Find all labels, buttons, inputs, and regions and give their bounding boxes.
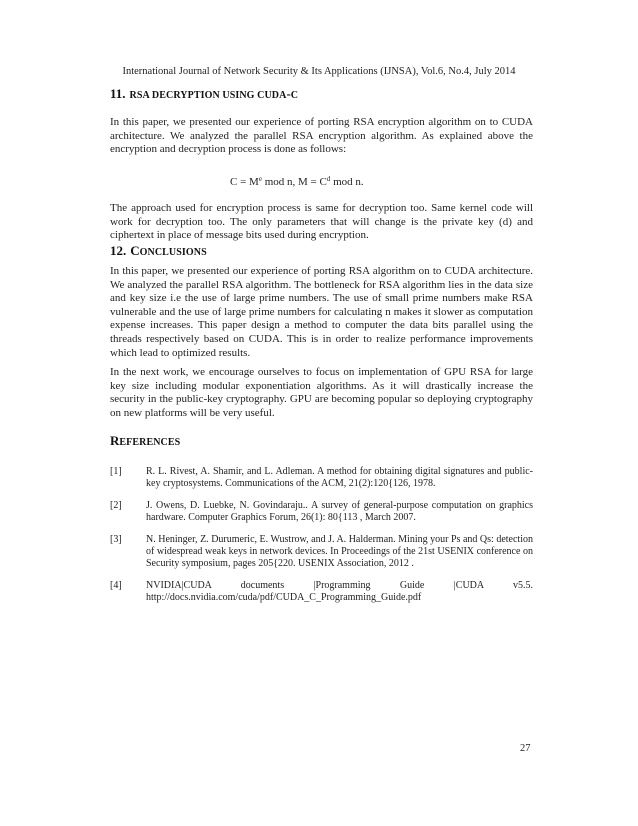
references-heading [110,432,180,450]
section-11-heading [110,85,298,103]
section-12-paragraph-1: In this paper, we presented our experience of porting RSA algorithm on to CUDA architecture. We analyzed the parallel RSA algorithm. The bottleneck for RSA algorithm lies in the data size and key size i.e the use of large prime numbers. The use of small prime numbers make RSA vulnerable and the use of large prime numbers for calculating n makes it slower as computation expense increases. This paper design a method to computer the data bits parallel using the threads respectively based on CUDA. This is in order to realize performance improvements which lead to optimized results. [110,265,533,359]
reference-number: [2] [110,499,122,511]
journal-header: International Journal of Network Security & Its Applications (IJNSA), Vol.6, No.4, July 2014 [122,66,516,77]
reference-text: R. L. Rivest, A. Shamir, and L. Adleman. A method for obtaining digital signatures and public-key cryptosystems. Communications of the ACM, 21(2):120{126, 1978. [146,466,533,490]
reference-item [110,580,533,605]
references-title-cap: R [110,433,120,448]
section-12-title-rest: ONCLUSIONS [139,247,207,258]
rsa-formula: $C = M^e$ mod n, $M = C^d$ mod n. [230,175,364,188]
reference-number: [3] [110,533,122,545]
section-11-title-part2: C [290,90,299,101]
reference-number: [4] [110,579,122,591]
reference-item [110,466,533,491]
section-12-title-cap: C [130,243,140,258]
reference-number: [1] [110,466,122,477]
section-11-title-dash: - [286,86,291,101]
section-11-paragraph-1: In this paper, we presented our experience of porting RSA encryption algorithm on to CUDA architecture. We analyzed the parallel RSA encryption algorithm. As explained above the encryption and decryption process is done as follows: [110,116,533,156]
reference-item [110,500,533,525]
section-11-paragraph-2: The approach used for encryption process is same for decryption too. Same kernel code will work for decryption too. The only parameters that will change is the private key (d) and ciphertext in place of message bits used during encryption. [110,202,533,242]
section-12-number: 12. [110,243,127,258]
references-list [110,466,533,614]
section-11-title-part1: RSA DECRYPTION USING CUDA [129,90,287,101]
reference-text: N. Heninger, Z. Durumeric, E. Wustrow, and J. A. Halderman. Mining your Ps and Qs: detection of widespread weak keys in network devices. In Proceedings of the 21st USENIX conference on Security symposium, pages 205{220. USENIX Association, 2012 . [146,533,533,570]
reference-text: J. Owens, D. Luebke, N. Govindaraju.. A survey of general-purpose computation on graphics hardware. Computer Graphics Forum, 26(1): 80{113 , March 2007. [146,499,533,524]
reference-text: NVIDIA|CUDA documents |Programming Guide |CUDA v5.5. http://docs.nvidia.com/cuda/pdf/CUDA_C_Programming_Guide.pdf [146,579,533,604]
section-12-heading [110,242,207,260]
page-number: 27 [520,743,531,754]
section-11-number: 11. [110,86,126,101]
reference-item [110,534,533,571]
section-12-paragraph-2: In the next work, we encourage ourselves to focus on implementation of GPU RSA for large key size including modular exponentiation algorithms. As it will drastically increase the security in the public-key cryptography. GPU are becoming popular so deploying cryptography on new platforms will be very useful. [110,366,533,419]
references-title-rest: EFERENCES [119,437,181,448]
